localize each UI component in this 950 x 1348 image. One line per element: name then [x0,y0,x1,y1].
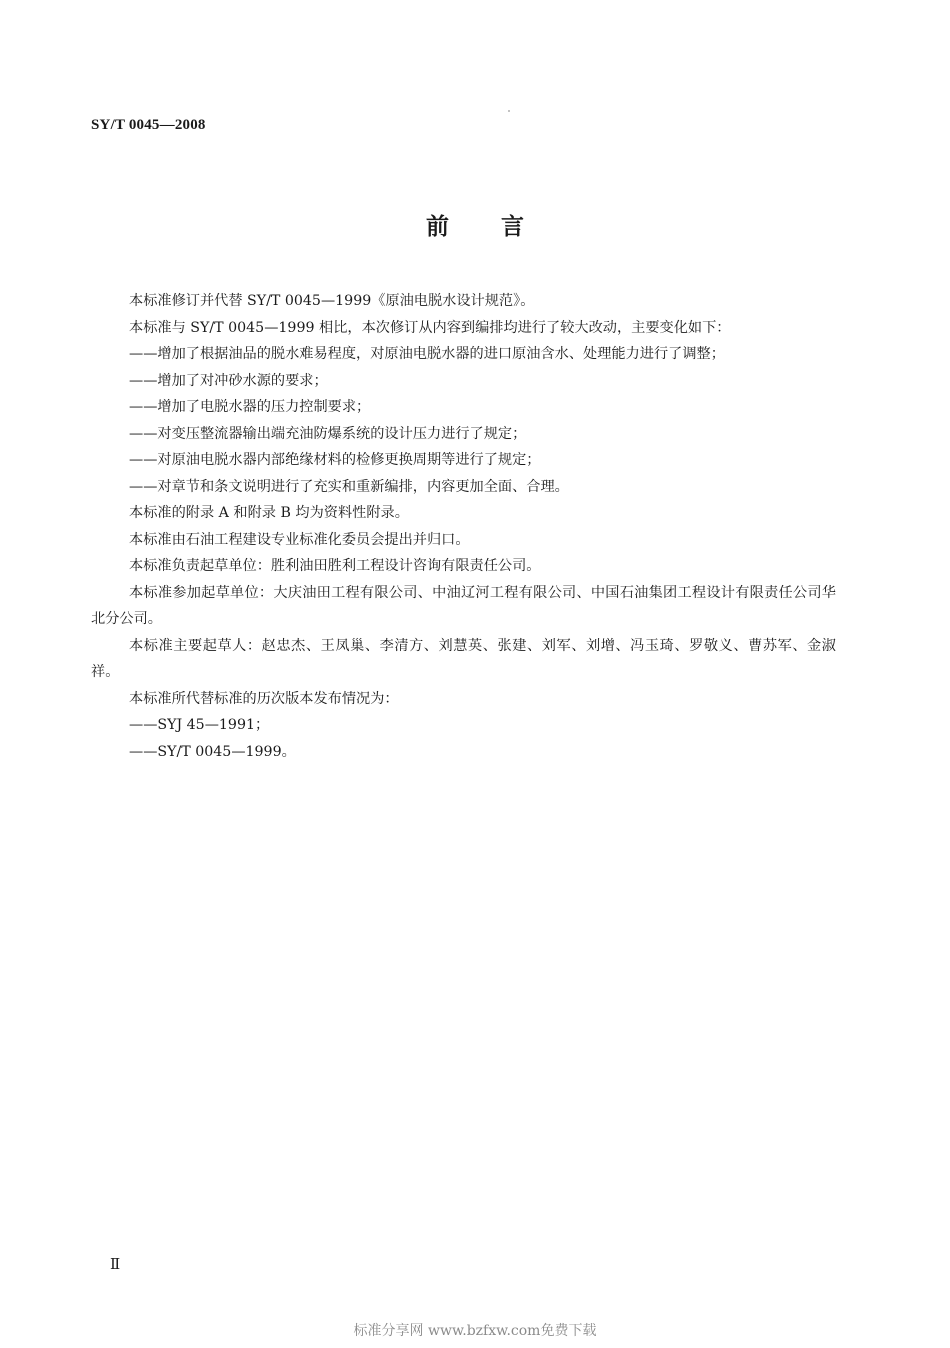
paragraph-appendix: 本标准的附录 A 和附录 B 均为资料性附录。 [129,505,409,521]
paragraph-participating-drafters: 本标准参加起草单位：大庆油田工程有限公司、中油辽河工程有限公司、中国石油集团工程设计有限责任公司华北分公司。 [91,584,836,627]
page-number: Ⅱ [110,1257,121,1273]
scan-speck [508,110,510,112]
title-char-1: 前 [426,214,449,240]
foreword-body [91,288,836,765]
change-item: ——增加了对冲砂水源的要求； [129,372,328,389]
standard-code: SY/T 0045—2008 [91,117,206,133]
paragraph-proposer: 本标准由石油工程建设专业标准化委员会提出并归口。 [129,531,470,548]
watermark-text: 标准分享网 www.bzfxw.com免费下载 [353,1323,597,1339]
paragraph-history-intro: 本标准所代替标准的历次版本发布情况为： [129,690,399,707]
change-item: ——增加了电脱水器的压力控制要求； [129,399,371,415]
paragraph-changes-intro: 本标准与 SY/T 0045—1999 相比，本次修订从内容到编排均进行了较大改动，主要变化如下： [129,319,731,336]
change-item: ——对原油电脱水器内部绝缘材料的检修更换周期等进行了规定； [129,452,541,468]
change-item: ——增加了根据油品的脱水难易程度，对原油电脱水器的进口原油含水、处理能力进行了调整； [129,346,725,362]
page-title [0,208,950,241]
history-item: ——SY/T 0045—1999。 [129,743,296,760]
change-item: ——对变压整流器输出端充油防爆系统的设计压力进行了规定； [129,425,527,442]
title-char-2: 言 [501,214,524,240]
history-item: ——SYJ 45—1991； [129,717,270,733]
paragraph-lead-drafter: 本标准负责起草单位：胜利油田胜利工程设计咨询有限责任公司。 [129,558,541,574]
paragraph-main-drafters: 本标准主要起草人：赵忠杰、王凤巢、李清方、刘慧英、张建、刘军、刘增、冯玉琦、罗敬义、曹苏军、金淑祥。 [91,637,836,680]
change-item: ——对章节和条文说明进行了充实和重新编排，内容更加全面、合理。 [129,478,569,495]
paragraph-supersedes: 本标准修订并代替 SY/T 0045—1999《原油电脱水设计规范》。 [129,293,535,309]
